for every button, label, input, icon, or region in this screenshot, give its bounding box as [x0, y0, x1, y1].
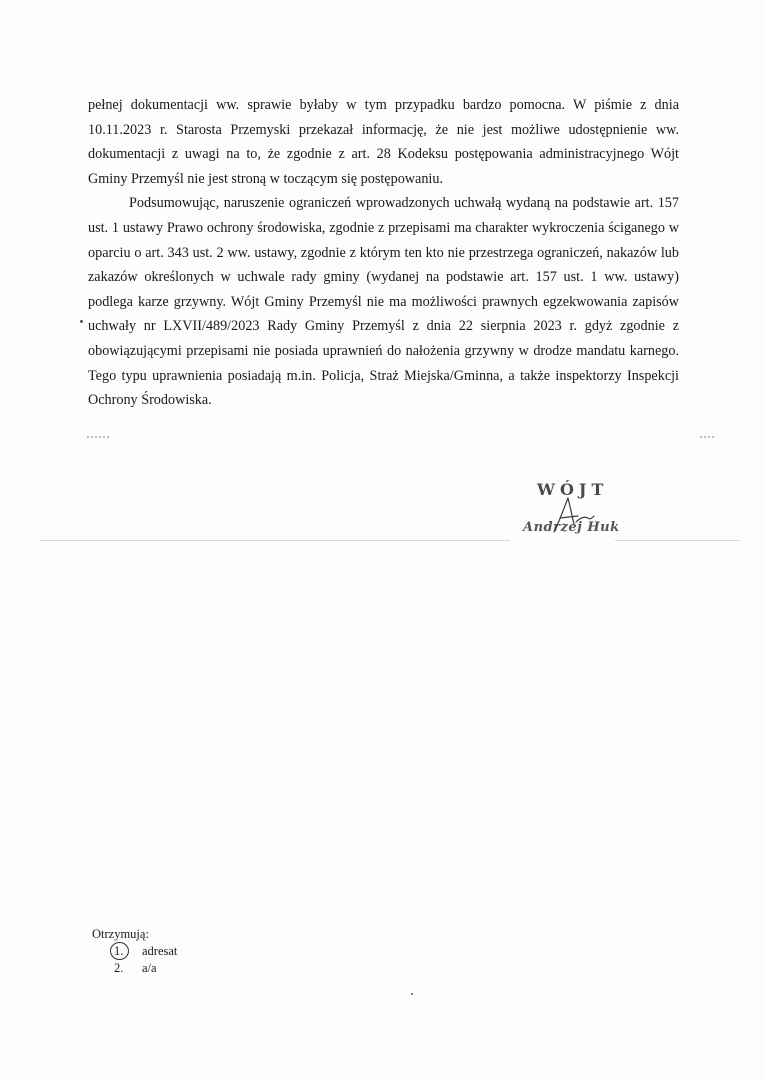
recipient-number: 2. — [114, 961, 124, 975]
recipient-label: a/a — [142, 961, 157, 975]
recipients-list — [92, 943, 177, 977]
scan-artifact — [87, 436, 109, 440]
letter-body — [88, 93, 679, 413]
scan-speck — [411, 993, 413, 995]
paragraph-continuation: pełnej dokumentacji ww. sprawie byłaby w tym przypadku bardzo pomocna. W piśmie z dnia 10.11.2023 r. Starosta Przemyski przekazał informację, że nie jest możliwe udostępnienie ww. dokumentacji z uwagi na to, że zgodnie z art. 28 Kodeksu postępowania administracyjnego Wójt Gminy Przemyśl nie jest stroną w toczącym się postępowaniu. — [88, 97, 679, 187]
recipients-heading: Otrzymują: — [92, 927, 149, 941]
stamp-name: Andrzej Huk — [523, 520, 620, 535]
recipient-label: adresat — [142, 944, 178, 958]
paragraph-summary: Podsumowując, naruszenie ograniczeń wprowadzonych uchwałą wydaną na podstawie art. 157 ust. 1 ustawy Prawo ochrony środowiska, zgodnie z przepisami ma charakter wykroczenia ściganego w oparciu o art. 343 ust. 2 ww. ustawy, zgodnie z którym ten kto nie przestrzega ograniczeń, nakazów lub zakazów określonych w uchwale rady gminy (wydanej na podstawie art. 157 ust. 1 ww. ustawy) podlega karze grzywny. Wójt Gminy Przemyśl nie ma możliwości prawnych egzekwowania zapisów uchwały nr LXVII/489/2023 Rady Gminy Przemyśl z dnia 22 sierpnia 2023 r. gdyż zgodnie z obowiązującymi przepisami nie posiada uprawnień do nałożenia grzywny w drodze mandatu karnego. Tego typu uprawnienia posiadają m.in. Policja, Straż Miejska/Gminna, a także inspektorzy Inspekcji Ochrony Środowiska. — [88, 195, 679, 409]
scan-line — [40, 540, 510, 541]
scan-artifact — [700, 436, 714, 440]
recipients-block — [92, 926, 177, 977]
scan-speck — [80, 320, 83, 323]
recipient-item — [114, 943, 177, 960]
handwritten-signature — [548, 494, 598, 538]
recipient-item — [114, 960, 177, 977]
stamp-title: WÓJT — [537, 480, 609, 499]
recipient-number: 1. — [114, 943, 142, 960]
